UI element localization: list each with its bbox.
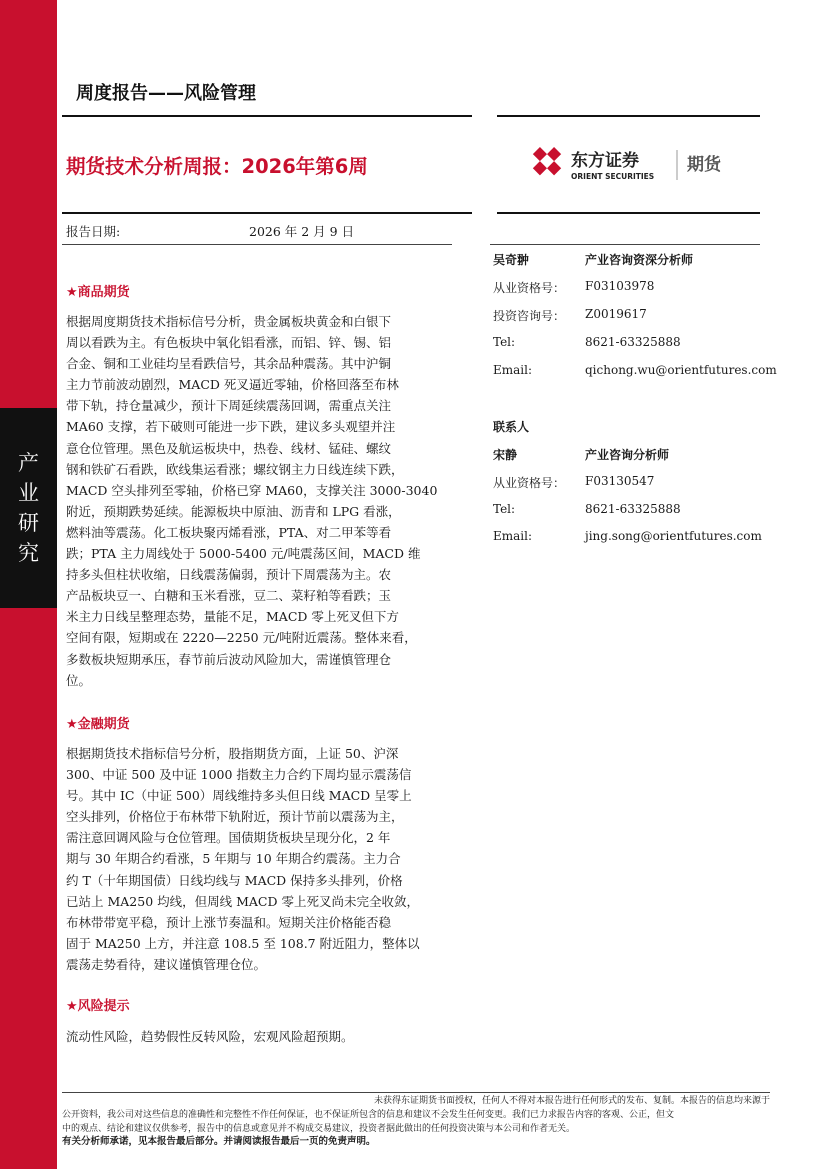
sidebar-char: 究 [18, 541, 39, 565]
footer-rule [62, 1092, 770, 1093]
logo-cn: 东方证券 [571, 151, 639, 171]
title-rule [62, 212, 472, 214]
contact-title: 产业咨询分析师 [585, 448, 670, 462]
commodity-paragraph: 根据周度期货技术指标信号分析，贵金属板块黄金和白银下 周以看跌为主。有色板块中氧化铝看涨，而铝、锌、锡、铝 合金、铜和工业硅均呈看跌信号，其余品种震荡。其中沪铜 主力节前波动剧烈，MACD 死叉逼近零轴，价格回落至布林 带下轨，持仓量减少，预计下周延续震荡回调，需重点关注 MA60 支撑，若下破则可能进一步下跌，建议多头观望并注 意仓位管理。黑色及航运板块中，热卷、线材、锰硅、螺纹 钢和铁矿石看跌，欧线集运看涨；螺纹钢主力日线连续下跌， MACD 空头排列至零轴，价格已穿 MA60，支撑关注 3000-3040 附近，预期跌势延续。能源板块中原油、沥青和 LPG 看涨， 燃料油等震荡。化工板块聚丙烯看涨，PTA、对二甲苯等看 跌；PTA 主力周线处于 5000-5400 元/吨震荡区间，MACD 维 持多头但柱状收缩，日线震荡偏弱，预计下周震荡为主。农 产品板块豆一、白糖和玉米看涨，豆二、菜籽粕等看跌；玉 米主力日线呈整理态势，量能不足，MACD 零上死叉但下方 空间有限，短期或在 2220—2250 元/吨附近震荡。整体来看， 多数板块短期承压，春节前后波动风险加大，需谨慎管理仓 位。 [66, 314, 438, 688]
contact-name: 宋静 [493, 448, 518, 462]
contact-value: F03130547 [585, 474, 655, 488]
date-rule [62, 244, 452, 245]
report-series: 周度报告——风险管理 [76, 83, 256, 104]
section-heading-financial: ★金融期货 [66, 717, 130, 732]
contact-value: 8621-63325888 [585, 502, 681, 516]
sidebar-char: 研 [18, 511, 39, 535]
contact-heading: 联系人 [493, 420, 530, 434]
section-heading-commodity: ★商品期货 [66, 285, 130, 300]
analyst-name: 吴奇翀 [493, 253, 530, 267]
title-rule [497, 212, 760, 214]
sidebar-char: 业 [18, 481, 39, 505]
logo-en: ORIENT SECURITIES [571, 172, 655, 181]
analyst-label: Email: [493, 363, 533, 377]
analyst-value: 8621-63325888 [585, 335, 681, 349]
contact-label: 从业资格号： [493, 476, 566, 490]
sidebar-category-box [0, 408, 57, 608]
analyst-commitment-note: 有关分析师承诺，见本报告最后部分。并请阅读报告最后一页的免责声明。 [62, 1136, 376, 1147]
risk-text: 流动性风险，趋势假性反转风险，宏观风险超预期。 [66, 1029, 354, 1044]
analyst-label: Tel: [493, 335, 516, 349]
logo-division: 期货 [687, 155, 721, 175]
header-rule [497, 115, 760, 117]
section-heading-risk: ★风险提示 [66, 999, 130, 1014]
analyst-value: F03103978 [585, 279, 655, 293]
logo-mark-icon [533, 147, 561, 175]
analyst-value: Z0019617 [585, 307, 647, 321]
analyst-label: 从业资格号： [493, 281, 566, 295]
analyst-rule [490, 244, 760, 245]
page-title: 期货技术分析周报：2026年第6周 [66, 155, 368, 178]
analyst-email[interactable]: qichong.wu@orientfutures.com [585, 363, 777, 377]
contact-email[interactable]: jing.song@orientfutures.com [585, 529, 762, 543]
financial-paragraph: 根据期货技术指标信号分析，股指期货方面，上证 50、沪深 300、中证 500 及中证 1000 指数主力合约下周均显示震荡信 号。其中 IC（中证 500）周线维持多头但日线 MACD 呈零上 空头排列，价格位于布林带下轨附近，预计节前以震荡为主， 需注意回调风险与仓位管理。国债期货板块呈现分化，2 年 期与 30 年期合约看涨，5 年期与 10 年期合约震荡。主力合 约 T（十年期国债）日线均线与 MACD 保持多头排列，价格 已站上 MA250 均线，但周线 MACD 零上死叉尚未完全收敛， 布林带带宽平稳，预计上涨节奏温和。短期关注价格能否稳 固于 MA250 上方，并注意 108.5 至 108.7 附近阻力，整体以 震荡走势看待，建议谨慎管理仓位。 [66, 746, 420, 972]
report-date-label: 报告日期: [66, 224, 121, 239]
analyst-title: 产业咨询资深分析师 [585, 253, 694, 267]
contact-label: Email: [493, 529, 533, 543]
report-date-value: 2026 年 2 月 9 日 [249, 224, 355, 239]
company-logo [527, 144, 762, 184]
sidebar-char: 产 [18, 451, 39, 475]
contact-label: Tel: [493, 502, 516, 516]
analyst-label: 投资咨询号： [493, 309, 566, 323]
disclaimer: 未获得东证期货书面授权，任何人不得对本报告进行任何形式的发布、复制。本报告的信息均来源于 公开资料，我公司对这些信息的准确性和完整性不作任何保证，也不保证所包含的信息和建议不会发生任何变更。我们已力求报告内容的客观、公正，但文 中的观点、结论和建议仅供参考，报告中的信息或意见并不构成交易建议，投资者据此做出的任何投资决策与本公司和作者无关。 [62, 1096, 770, 1134]
header-rule [62, 115, 472, 117]
